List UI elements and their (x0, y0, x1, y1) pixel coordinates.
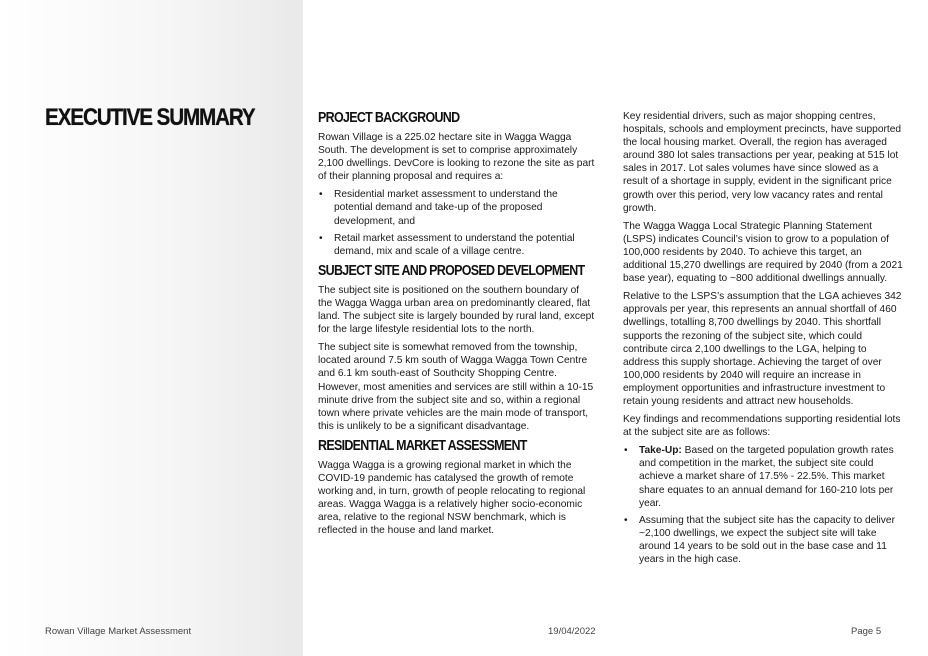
bullet-icon: • (624, 445, 628, 457)
bullet-list (318, 188, 596, 257)
paragraph: The subject site is positioned on the southern boundary of the Wagga Wagga urban area on predominantly cleared, flat land. The subject site is largely bounded by rural land, except for the large lifestyle residential lots to the north. (318, 284, 595, 336)
list-item: • Residential market assessment to understand the potential demand and take-up of the proposed development, and (319, 189, 558, 227)
list-item: • Assuming that the subject site has the capacity to deliver ~2,100 dwellings, we expect the subject site will take around 14 years to be sold out in the base case and 11 years in the high case. (624, 514, 895, 565)
section-heading-project-background: PROJECT BACKGROUND (318, 110, 460, 126)
paragraph: The Wagga Wagga Local Strategic Planning Statement (LSPS) indicates Council’s vision to grow to a population of 100,000 residents by 2040. To achieve this target, an additional 15,270 dwellings are required by 2040 (from a 2021 base year), equating to ~800 additional dwellings annually. (623, 220, 903, 285)
paragraph: Rowan Village is a 225.02 hectare site in Wagga Wagga South. The development is set to comprise approximately 2,100 dwellings. DevCore is looking to rezone the site as part of their planning proposal and requires a: (318, 132, 595, 183)
section-heading-subject-site: SUBJECT SITE AND PROPOSED DEVELOPMENT (318, 262, 585, 279)
paragraph: Wagga Wagga is a growing regional market in which the COVID-19 pandemic has catalysed the growth of remote working and, in turn, growth of people relocating to regional areas. Wagga Wagga is a relatively higher socio-economic area, relative to the regional NSW benchmark, which is reflected in the house and land market. (318, 459, 586, 537)
paragraph: Key findings and recommendations supporting residential lots at the subject site are as follows: (623, 414, 901, 439)
section-heading-residential-market: RESIDENTIAL MARKET ASSESSMENT (318, 437, 527, 454)
paragraph: The subject site is somewhat removed from the township, located around 7.5 km south of Wagga Wagga Town Centre and 6.1 km south-east of Southcity Shopping Centre. However, most amenities and services are still within a 10-15 minute drive from the subject site and so, within a regional town where private vehicles are the main mode of transport, this is unlikely to be a significant disadvantage. (318, 342, 594, 432)
list-item: • Take-Up: Based on the targeted population growth rates and competition in the market, the subject site could achieve a market share of 17.5% - 22.5%. This market share equates to an annual demand for 160-210 lots per year. (624, 445, 894, 509)
footer-document-title: Rowan Village Market Assessment (45, 626, 192, 637)
page-title: EXECUTIVE SUMMARY (45, 104, 255, 131)
footer-page-number: Page 5 (851, 626, 882, 637)
paragraph: Relative to the LSPS’s assumption that the LGA achieves 342 approvals per year, this represents an annual shortfall of 460 dwellings, totalling 8,700 dwellings by 2040. This shortfall supports the rezoning of the subject site, which could contribute circa 2,100 dwellings to the LGA, helping to address this supply shortage. Achieving the target of over 100,000 residents by 2040 will require an increase in employment opportunities and infrastructure investment to retain young residents and attract new households. (623, 291, 902, 407)
content-column-left (318, 110, 596, 542)
content-column-right (623, 110, 903, 571)
sidebar-panel (0, 0, 303, 656)
list-item: • Retail market assessment to understand the potential demand, mix and scale of a village centre. (319, 232, 575, 257)
footer-date: 19/04/2022 (548, 626, 596, 637)
bullet-icon: • (319, 189, 323, 201)
bullet-label: Take-Up: (639, 445, 682, 457)
paragraph: Key residential drivers, such as major shopping centres, hospitals, schools and employment precincts, have supported the local housing market. Overall, the region has averaged around 380 lot sales transactions per year, peaking at 515 lot sales in 2017. Lot sales volumes have since slowed as a result of a shortage in supply, evident in the significant price growth over this period, very low vacancy rates and rental growth. (623, 111, 902, 214)
bullet-list (623, 444, 903, 566)
bullet-icon: • (319, 232, 323, 244)
bullet-icon: • (624, 514, 628, 526)
